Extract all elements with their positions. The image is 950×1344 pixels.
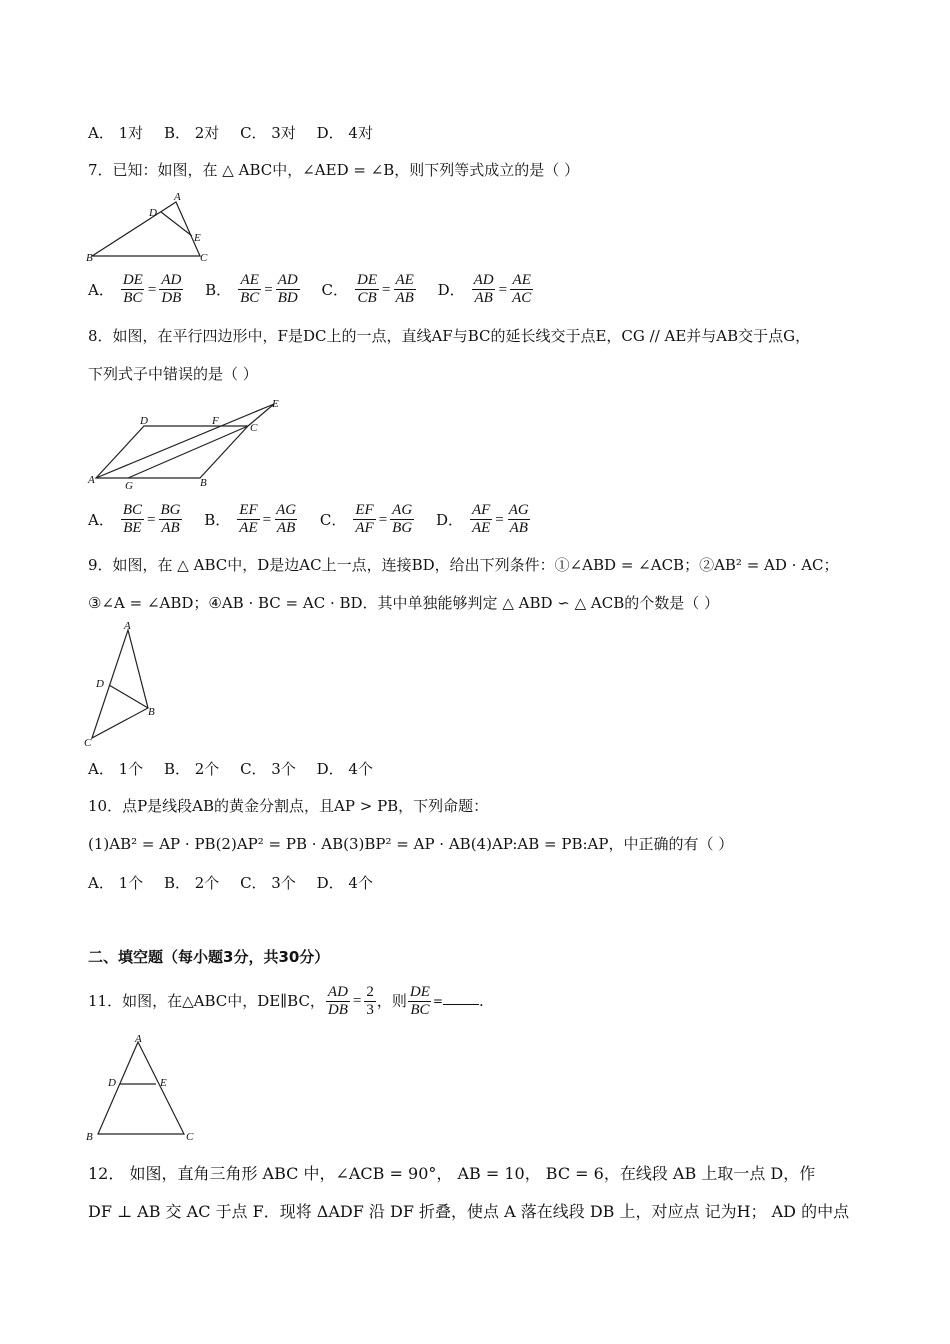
- q8-options: [88, 498, 548, 540]
- q9-label-a: A: [124, 620, 131, 632]
- q8-label-a: A: [88, 474, 95, 486]
- q8-option-c: C． $\frac{EF}{AF}$ = $\frac{AG}{BG}$: [319, 502, 413, 536]
- q8-stem-line1: 8．如图，在平行四边形中，F是DC上的一点，直线AF与BC的延长线交于点E，CG // AE并与AB交于点G，: [88, 327, 811, 345]
- q9-option-d: D． 4个: [316, 760, 373, 778]
- q9-option-b: B． 2个: [163, 760, 220, 778]
- q8-option-d: D． $\frac{AF}{AE}$ = $\frac{AG}{AB}$: [435, 502, 529, 536]
- q7-label-c: C: [200, 252, 208, 264]
- q8-label-g: G: [125, 480, 133, 492]
- q11-prefix: 11．如图，在△ABC中，DE∥BC，: [88, 992, 325, 1010]
- q8-stem-line2: 下列式子中错误的是（ ）: [88, 365, 258, 383]
- q11-ratio-value: $\frac{2}{3}$: [366, 983, 374, 1018]
- q11-label-e: E: [160, 1077, 167, 1089]
- q10-options: [88, 872, 389, 893]
- section-heading-fill-in: 二、填空题（每小题3分，共30分）: [88, 948, 330, 966]
- q9-option-a: A． 1个: [88, 760, 144, 778]
- q7-option-d: D． $\frac{AD}{AB}$ = $\frac{AE}{AC}$: [437, 272, 532, 306]
- q9-figure: [82, 620, 162, 750]
- q7-option-b: B． $\frac{AE}{BC}$ = $\frac{AD}{BD}$: [205, 272, 298, 306]
- q10-stem-line1: 10．点P是线段AB的黄金分割点，且AP > PB，下列命题：: [88, 797, 489, 815]
- q11-ratio-ad-db: $\frac{AD}{DB}$: [327, 983, 348, 1018]
- q8-label-e: E: [272, 398, 279, 410]
- q9-stem-line1: 9．如图，在 △ ABC中，D是边AC上一点，连接BD，给出下列条件：①∠ABD = ∠ACB；②AB² = AD · AC；: [88, 556, 839, 574]
- q7-label-a: A: [174, 191, 181, 203]
- q11-ratio-de-bc: $\frac{DE}{BC}$: [409, 983, 430, 1018]
- q8-label-d: D: [140, 415, 148, 427]
- q6-option-b: B． 2对: [163, 124, 220, 142]
- q7-option-c: C． $\frac{DE}{CB}$ = $\frac{AE}{AB}$: [321, 272, 414, 306]
- q11-figure: [86, 1034, 206, 1146]
- q8-label-b: B: [200, 477, 207, 489]
- q10-option-d: D． 4个: [316, 874, 373, 892]
- q11-answer-blank: [443, 1004, 479, 1005]
- q6-option-d: D． 4对: [316, 124, 373, 142]
- q6-option-a: A． 1对: [88, 124, 144, 142]
- q7-label-d: D: [149, 207, 157, 219]
- q8-label-f: F: [212, 415, 219, 427]
- q11-label-d: D: [108, 1077, 116, 1089]
- q9-options: [88, 758, 389, 779]
- q11-label-a: A: [135, 1033, 142, 1045]
- q8-option-a: A． $\frac{BC}{BE}$ = $\frac{BG}{AB}$: [88, 502, 181, 536]
- q8-figure: [88, 398, 288, 490]
- q11-stem: 11．如图，在△ABC中，DE∥BC， $\frac{AD}{DB}$ = $\frac{2}{3}$ ，则 $\frac{DE}{BC}$ = .: [88, 983, 484, 1018]
- q10-stem-line2: (1)AB² = AP · PB(2)AP² = PB · AB(3)BP² = AP · AB(4)AP:AB = PB:AP，中正确的有（ ）: [88, 835, 734, 853]
- q9-label-b: B: [148, 706, 155, 718]
- q9-stem-line2: ③∠A = ∠ABD；④AB · BC = AC · BD．其中单独能够判定 △ ABD ∽ △ ACB的个数是（ ）: [88, 594, 720, 612]
- q10-option-b: B． 2个: [163, 874, 220, 892]
- q12-line2: DF ⊥ AB 交 AC 于点 F．现将 ΔADF 沿 DF 折叠，使点 A 落在线段 DB 上，对应点 记为H； AD 的中点: [88, 1202, 850, 1221]
- q9-label-d: D: [96, 678, 104, 690]
- q7-stem: 7．已知：如图，在 △ ABC中，∠AED = ∠B，则下列等式成立的是（ ）: [88, 161, 580, 179]
- q7-options: [88, 268, 550, 310]
- q11-label-c: C: [186, 1131, 194, 1143]
- q11-label-b: B: [86, 1131, 93, 1143]
- q10-option-a: A． 1个: [88, 874, 144, 892]
- q6-options: [88, 122, 389, 143]
- q8-label-c: C: [250, 422, 258, 434]
- q7-label-b: B: [86, 252, 93, 264]
- q6-option-c: C． 3对: [240, 124, 296, 142]
- q9-label-c: C: [84, 737, 92, 749]
- q8-option-b: B． $\frac{EF}{AE}$ = $\frac{AG}{AB}$: [204, 502, 297, 536]
- q9-option-c: C． 3个: [240, 760, 296, 778]
- q12-line1: 12． 如图，直角三角形 ABC 中，∠ACB = 90°， AB = 10， BC = 6，在线段 AB 上取一点 D，作: [88, 1164, 816, 1183]
- q7-figure: [88, 190, 218, 262]
- q7-option-a: A． $\frac{DE}{BC}$ = $\frac{AD}{DB}$: [88, 272, 182, 306]
- q10-option-c: C． 3个: [240, 874, 296, 892]
- q7-label-e: E: [194, 232, 201, 244]
